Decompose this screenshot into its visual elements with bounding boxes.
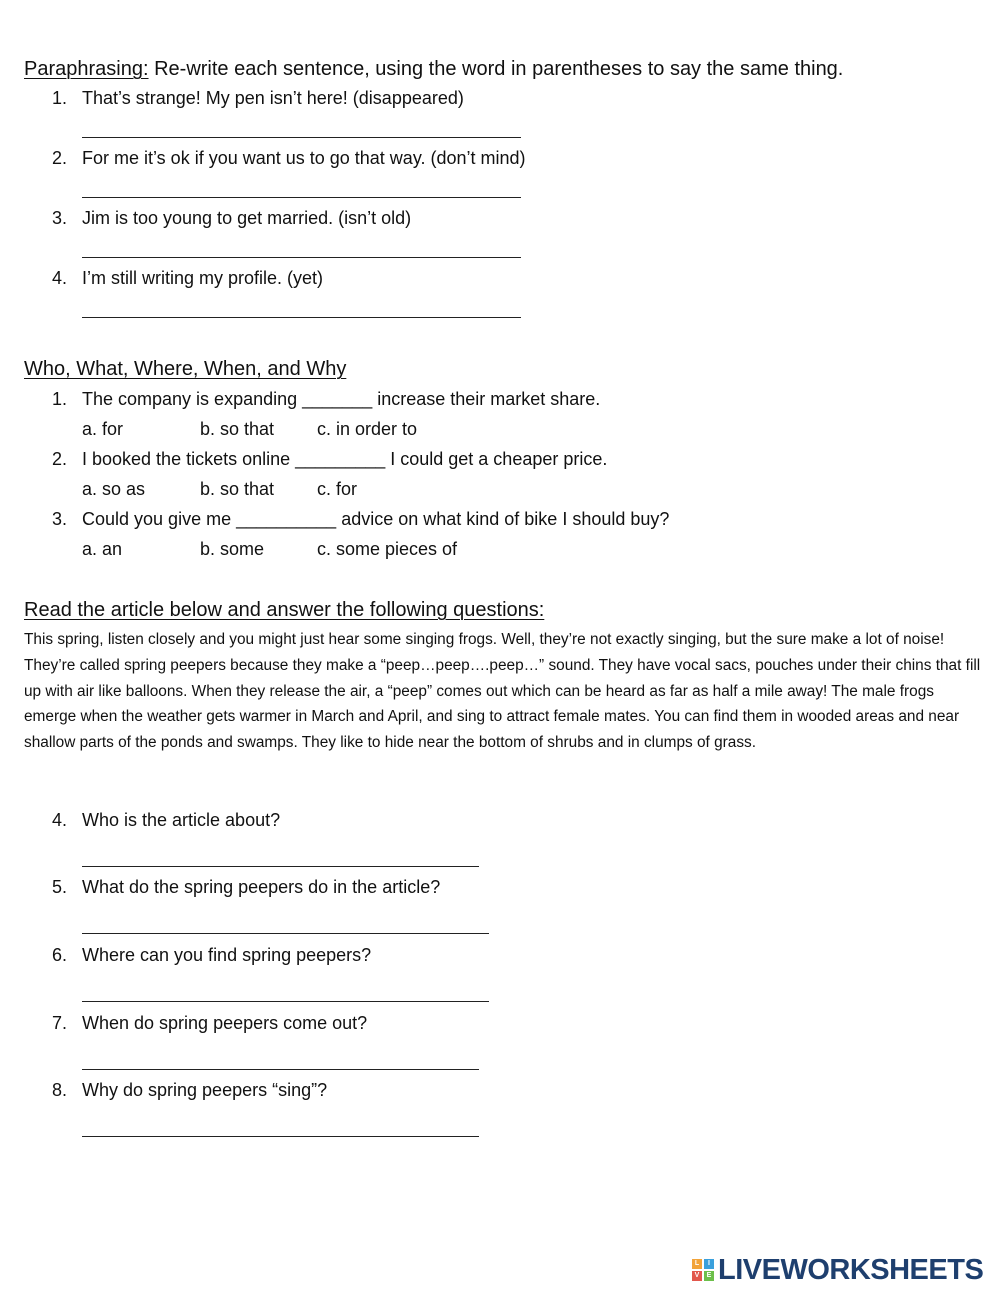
reading-answer-line[interactable] <box>82 866 479 867</box>
grammar-number: 3. <box>52 509 68 529</box>
reading-question: Who is the article about? <box>82 810 281 830</box>
liveworksheets-logo <box>692 1255 983 1285</box>
grammar-number: 1. <box>52 389 68 409</box>
reading-question: What do the spring peepers do in the article? <box>82 877 441 897</box>
grammar-number: 2. <box>52 449 68 469</box>
reading-question: When do spring peepers come out? <box>82 1013 368 1033</box>
logo-blocks-icon <box>692 1259 714 1281</box>
paraphrase-number: 1. <box>52 88 68 108</box>
paraphrase-number: 4. <box>52 268 68 288</box>
paraphrasing-heading <box>24 58 843 81</box>
paraphrasing-label: Paraphrasing: <box>24 58 149 80</box>
reading-heading-text: Read the article below and answer the following questions: <box>24 599 545 621</box>
grammar-option-a[interactable]: a. so as <box>82 479 146 499</box>
article-paragraph: This spring, listen closely and you might just hear some singing frogs. Well, they’re not exactly singing, but the sure make a lot of noise! They’re called spring peepers because they make a “peep…peep….peep…” sound. They have vocal sacs, pouches under their chins that fill up with air like balloons. When they release the air, a “peep” comes out which can be heard as far as half a mile away! The male frogs emerge when the weather gets warmer in March and April, and sing to attract female mates. You can find them in wooded areas and near shallow parts of the ponds and swamps. They like to hide near the bottom of shrubs and in clumps of grass. <box>24 631 981 752</box>
logo-block: E <box>704 1271 714 1281</box>
grammar-option-a[interactable]: a. an <box>82 539 123 559</box>
reading-question: Why do spring peepers “sing”? <box>82 1080 328 1100</box>
grammar-option-a[interactable]: a. for <box>82 419 124 439</box>
reading-number: 8. <box>52 1080 68 1100</box>
reading-answer-line[interactable] <box>82 1136 479 1137</box>
reading-answer-line[interactable] <box>82 1069 479 1070</box>
paraphrase-question: I’m still writing my profile. (yet) <box>82 268 324 288</box>
reading-answer-line[interactable] <box>82 1001 489 1002</box>
grammar-heading-text: Who, What, Where, When, and Why <box>24 358 347 380</box>
reading-question: Where can you find spring peepers? <box>82 945 372 965</box>
paraphrase-answer-line[interactable] <box>82 257 521 258</box>
reading-number: 7. <box>52 1013 68 1033</box>
grammar-option-b[interactable]: b. some <box>200 539 265 559</box>
paraphrase-number: 2. <box>52 148 68 168</box>
paraphrasing-instructions: Re-write each sentence, using the word in parentheses to say the same thing. <box>148 58 844 80</box>
grammar-heading <box>24 358 346 381</box>
reading-heading <box>24 599 544 622</box>
paraphrase-question: For me it’s ok if you want us to go that way. (don’t mind) <box>82 148 526 168</box>
grammar-question: The company is expanding _______ increase their market share. <box>82 389 601 409</box>
paraphrase-answer-line[interactable] <box>82 197 521 198</box>
grammar-question: I booked the tickets online _________ I could get a cheaper price. <box>82 449 608 469</box>
paraphrase-question: That’s strange! My pen isn’t here! (disappeared) <box>82 88 464 108</box>
logo-block: L <box>692 1259 702 1269</box>
grammar-question: Could you give me __________ advice on what kind of bike I should buy? <box>82 509 670 529</box>
logo-text: LIVEWORKSHEETS <box>718 1253 984 1286</box>
grammar-option-c[interactable]: c. for <box>317 479 358 499</box>
reading-answer-line[interactable] <box>82 933 489 934</box>
logo-block: I <box>704 1259 714 1269</box>
reading-number: 6. <box>52 945 68 965</box>
paraphrase-answer-line[interactable] <box>82 317 521 318</box>
paraphrase-number: 3. <box>52 208 68 228</box>
logo-block: V <box>692 1271 702 1281</box>
paraphrase-answer-line[interactable] <box>82 137 521 138</box>
grammar-option-c[interactable]: c. some pieces of <box>317 539 458 559</box>
paraphrase-question: Jim is too young to get married. (isn’t old) <box>82 208 412 228</box>
grammar-option-c[interactable]: c. in order to <box>317 419 418 439</box>
reading-number: 4. <box>52 810 68 830</box>
grammar-option-b[interactable]: b. so that <box>200 479 275 499</box>
grammar-option-b[interactable]: b. so that <box>200 419 275 439</box>
reading-number: 5. <box>52 877 68 897</box>
